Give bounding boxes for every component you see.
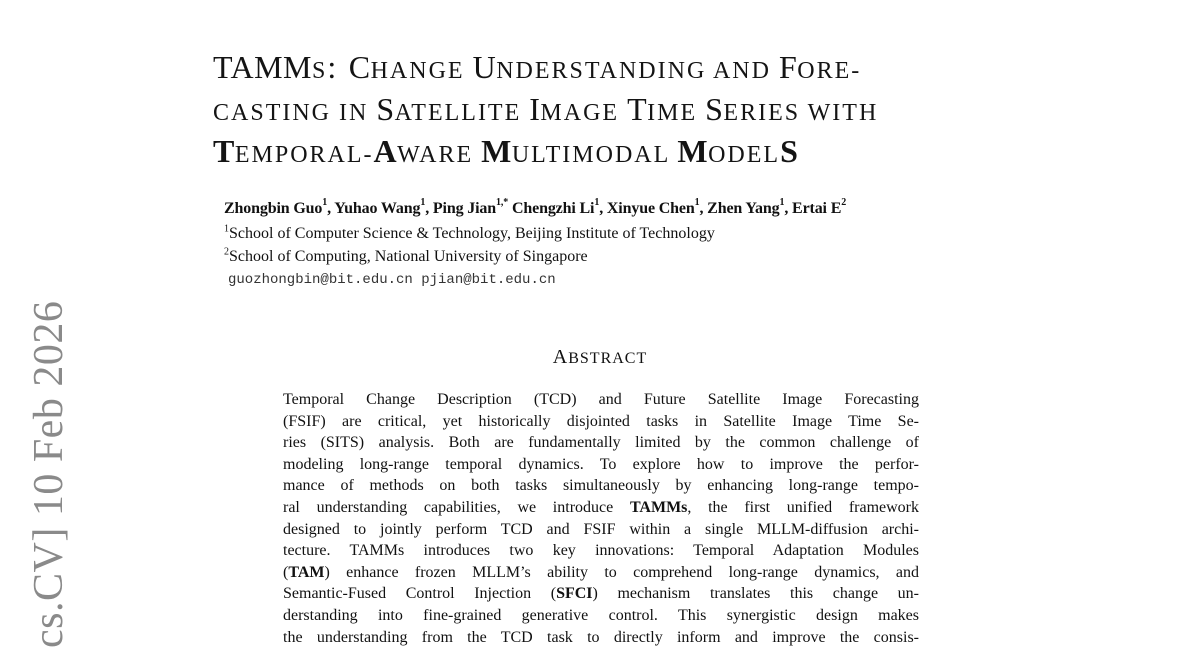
abstract-line: tecture. TAMMs introduces two key innovations: Temporal Adaptation Modules xyxy=(283,542,919,560)
title-line-1: TAMMS: CHANGE UNDERSTANDING AND FORE- xyxy=(213,49,862,85)
author: Zhongbin Guo$^1$ xyxy=(224,196,328,217)
abstract-line: ries (SITS) analysis. Both are fundamentally limited by the common challenge of xyxy=(283,434,919,452)
abstract-line: Temporal Change Description (TCD) and Future Satellite Image Forecasting xyxy=(283,391,919,408)
title-line-3: TEMPORAL-AWARE MULTIMODAL MODELS xyxy=(213,133,799,169)
author-list: Zhongbin Guo$^1$, Yuhao Wang$^1$, Ping Jian$^{1,*}$ Chengzhi Li$^1$, Xinyue Chen$^1$, Zhen Yang$^1$, Ertai $E^2$ xyxy=(224,196,847,217)
author: Zhen Yang$^1$ xyxy=(707,196,785,217)
abstract-line: (TAM) enhance frozen MLLM’s ability to comprehend long-range dynamics, and xyxy=(283,563,919,581)
author: Yuhao Wang$^1$ xyxy=(334,196,426,217)
abstract-line: derstanding into fine-grained generative control. This synergistic design makes xyxy=(283,606,919,624)
author: Ping Jian$^{1,*}$ xyxy=(432,196,509,217)
paper-title xyxy=(213,48,1013,174)
abstract-line: mance of methods on both tasks simultaneously by enhancing long-range tempo- xyxy=(283,477,919,495)
author-emails: guozhongbin@bit.edu.cn pjian@bit.edu.cn xyxy=(228,272,556,288)
abstract-line: the understanding from the TCD task to directly inform and improve the consis- xyxy=(283,628,919,646)
abstract-line: (FSIF) are critical, yet historically disjointed tasks in Satellite Image Time Se- xyxy=(283,412,919,430)
author: Chengzhi Li$^1$ xyxy=(511,196,600,217)
abstract-heading: ABSTRACT xyxy=(552,346,648,368)
abstract-line: ral understanding capabilities, we introduce TAMMs, the first unified framework xyxy=(283,498,920,516)
title-line-2: CASTING IN SATELLITE IMAGE TIME SERIES WITH xyxy=(213,91,879,127)
abstract-line: designed to jointly perform TCD and FSIF within a single MLLM-diffusion archi- xyxy=(283,520,919,538)
author: Xinyue Chen$^1$ xyxy=(606,196,700,217)
abstract-line: modeling long-range temporal dynamics. To explore how to improve the perfor- xyxy=(283,455,919,473)
author: Ertai $E^2$ xyxy=(792,196,847,217)
abstract-line: Semantic-Fused Control Injection (SFCI) mechanism translates this change un- xyxy=(283,585,919,603)
arxiv-stamp: cs.CV] 10 Feb 2026 xyxy=(26,300,72,648)
affiliation-1: $^1$School of Computer Science & Technology, Beijing Institute of Technology xyxy=(224,223,715,242)
abstract-body xyxy=(283,389,919,648)
affiliation-2: $^2$School of Computing, National University of Singapore xyxy=(224,246,588,265)
